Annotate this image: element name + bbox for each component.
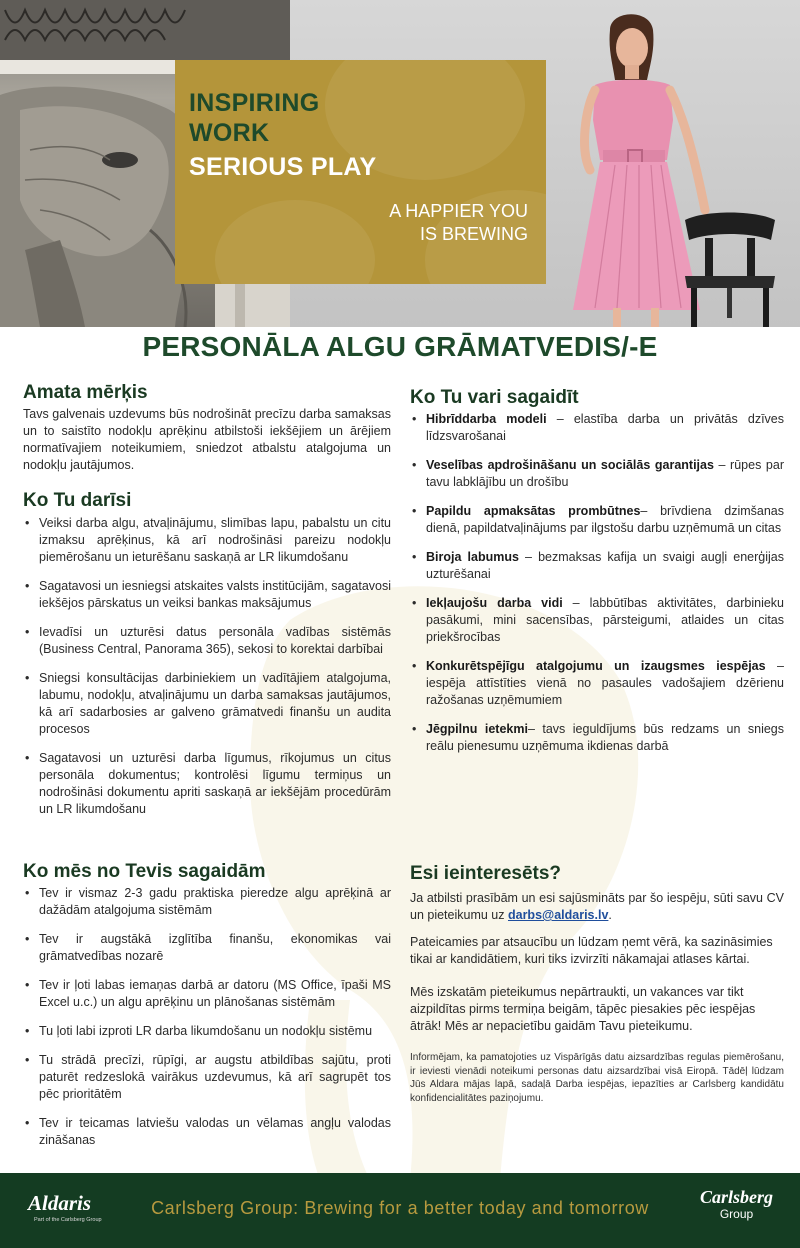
hero-banner [0, 0, 800, 327]
slogan-line-inspiring: INSPIRING [189, 89, 320, 117]
requirements-section [23, 861, 391, 1161]
list-item: • Tu strādā precīzi, rūpīgi, ar augstu atbildības sajūtu, proti paturēt redzeslokā vairākus uzdevumus, kā arī sagrupēt tos pēc prioritātēm [23, 1052, 391, 1103]
benefit-text: – elastība darba un privātās dzīves līdzsvarošanai [426, 412, 785, 443]
benefit-text: – iespēja attīstīties vienā no pasaules vadošajiem dzērienu ražošanas uzņēmumiem [426, 659, 784, 707]
benefit-title: Hibrīddarba modeli [426, 412, 547, 426]
thanks-text: Pateicamies par atsaucību un lūdzam ņemt vērā, ka sazināsimies tikai ar kandidātiem, kuri tiks izvirzīti nākamajai atlases kārtai. [410, 935, 773, 966]
carlsberg-logo-text: Carlsberg [700, 1187, 774, 1207]
apply-text [410, 890, 784, 924]
aldaris-logo-text: Aldaris [28, 1191, 92, 1215]
apply-text-start: Ja atbilsti prasībām un esi sajūsmināts par šo iespēju, sūti savu CV un pieteikumu uz [410, 891, 784, 922]
list-item [410, 411, 784, 445]
benefit-text: – rūpes par tavu labklājību un drošību [426, 458, 784, 489]
list-item: • Tev ir ļoti labas iemaņas darbā ar datoru (MS Office, īpaši MS Excel u.c.) un algu aprēķinu un plānošanas sistēmām [23, 977, 391, 1011]
black-chair-photo [675, 210, 785, 327]
list-item: • Tev ir augstākā izglītība finanšu, ekonomikas vai grāmatvedības nozarē [23, 931, 391, 965]
benefit-text: – labbūtības aktivitātes, darbinieku pasākumi, mini sacensības, pārsteigumi, atlaides un citas priekšrocības [426, 596, 784, 644]
list-item: • Tev ir vismaz 2-3 gadu praktiska pieredze algu aprēķinā ar dažādām atalgojuma sistēmām [23, 885, 391, 919]
requirements-list [23, 885, 391, 1149]
footer-tagline: Carlsberg Group: Brewing for a better today and tomorrow [151, 1198, 649, 1218]
interested-section [410, 863, 784, 1105]
duties-heading: Ko Tu darīsi [23, 490, 132, 511]
benefit-title: Veselības apdrošināšanu un sociālās garantijas [426, 458, 714, 472]
duties-list [23, 515, 391, 818]
privacy-notice: Informējam, ka pamatojoties uz Vispārīgās datu aizsardzības regulas piemērošanu, ir ieviesti vienādi noteikumi personas datu aizsardzībai visā Eiropā. Tādēļ lūdzam Jūs Aldara mājas lapā, sadaļā Darba iespējas, iepazīties ar Carlsberg kandidātu konfidencialitātes paziņojumu. [410, 1052, 784, 1104]
purpose-heading: Amata mērķis [23, 382, 148, 403]
email-link[interactable]: darbs@aldaris.lv [507, 908, 609, 922]
slogan-line-serious-play: SERIOUS PLAY [189, 153, 377, 181]
purpose-section [23, 382, 391, 474]
benefit-title: Papildu apmaksātas prombūtnes [426, 504, 641, 518]
list-item [410, 503, 784, 537]
benefit-title: Iekļaujošu darba vidi [426, 596, 563, 610]
requirements-heading: Ko mēs no Tevis sagaidām [23, 861, 266, 882]
slogan-line-happier-you: A HAPPIER YOU [389, 201, 528, 221]
list-item: • Veiksi darba algu, atvaļinājumu, slimības lapu, pabalstu un citu izmaksu aprēķinus, kā arī nodrošināsi pareizu nodokļu piemērošanu un ieturēšanu saskaņā ar LR likumdošanu [23, 515, 391, 566]
purpose-text: Tavs galvenais uzdevums būs nodrošināt precīzu darba samaksas un to saistīto nodokļu aprēķinu atbilstoši iekšējiem un ārējiem normatīvajiem noteikumiem, sniedzot atbalstu atalgojuma un nodokļu jautājumos. [23, 407, 391, 472]
slogan-box [175, 60, 546, 284]
interested-heading: Esi ieinteresēts? [410, 863, 562, 884]
benefits-section [410, 387, 784, 767]
carlsberg-logo [700, 1187, 773, 1221]
slogan-line-brewing: IS BREWING [419, 224, 528, 244]
list-item [410, 721, 784, 755]
list-item [410, 595, 784, 646]
list-item: • Ievadīsi un uzturēsi datus personāla vadības sistēmās (Business Central, Panorama 365), sekosi to korektai darbībai [23, 624, 391, 658]
benefit-text: – brīvdiena dzimšanas dienā, papildatvaļinājums par ilgstošu darbu uzņēmumā un citas [426, 504, 784, 535]
list-item: • Sagatavosi un uzturēsi darba līgumus, rīkojumus un citus personāla dokumentus; kontrolēsi līgumu termiņus un nodrošināsi dokumentu apriti saskaņā ar iekšējām procedūrām un LR likumdošanu [23, 750, 391, 818]
duties-section [23, 490, 391, 830]
benefit-title: Biroja labumus [426, 550, 519, 564]
apply-text-end: . [608, 908, 612, 922]
list-item: • Sagatavosi un iesniegsi atskaites valsts institūcijām, sagatavosi iekšējos pārskatus un veiksi bankas maksājumus [23, 578, 391, 612]
deadline-text: Mēs izskatām pieteikumus nepārtraukti, un vakances var tikt aizpildītas pirms termiņa beigām, tāpēc piesakies pēc iespējas ātrāk! Mēs ar nepacietību gaidām Tavu pieteikumu. [410, 985, 756, 1033]
benefit-title: Jēgpilnu ietekmi [426, 722, 528, 736]
benefit-text: – bezmaksas kafija un svaigi augļi enerģijas uzturēšanai [426, 550, 785, 581]
list-item: • Tu ļoti labi izproti LR darba likumdošanu un nodokļu sistēmu [23, 1023, 391, 1040]
benefits-list [410, 411, 784, 755]
aldaris-logo-subtext: Part of the Carlsberg Group [34, 1217, 102, 1223]
carlsberg-logo-subtext: Group [719, 1207, 754, 1221]
benefits-heading: Ko Tu vari sagaidīt [410, 387, 579, 408]
list-item: • Sniegsi konsultācijas darbiniekiem un vadītājiem atalgojuma, labumu, nodokļu, atvaļinājumu un darba samaksas jautājumos, kā arī sadarbosies ar galveno grāmatvedi finanšu un audita procesos [23, 670, 391, 738]
benefit-text: – tavs ieguldījums būs redzams un sniegs reālu pienesumu uzņēmuma ikdienas darbā [426, 722, 785, 753]
slogan-line-work: WORK [189, 119, 270, 147]
list-item [410, 658, 784, 709]
list-item [410, 457, 784, 491]
list-item [410, 549, 784, 583]
benefit-title: Konkurētspējīgu atalgojumu un izaugsmes iespējas [426, 659, 766, 673]
footer [0, 1173, 800, 1248]
page-title: PERSONĀLA ALGU GRĀMATVEDIS/-E [142, 331, 658, 362]
list-item: • Tev ir teicamas latviešu valodas un vēlamas angļu valodas zināšanas [23, 1115, 391, 1149]
